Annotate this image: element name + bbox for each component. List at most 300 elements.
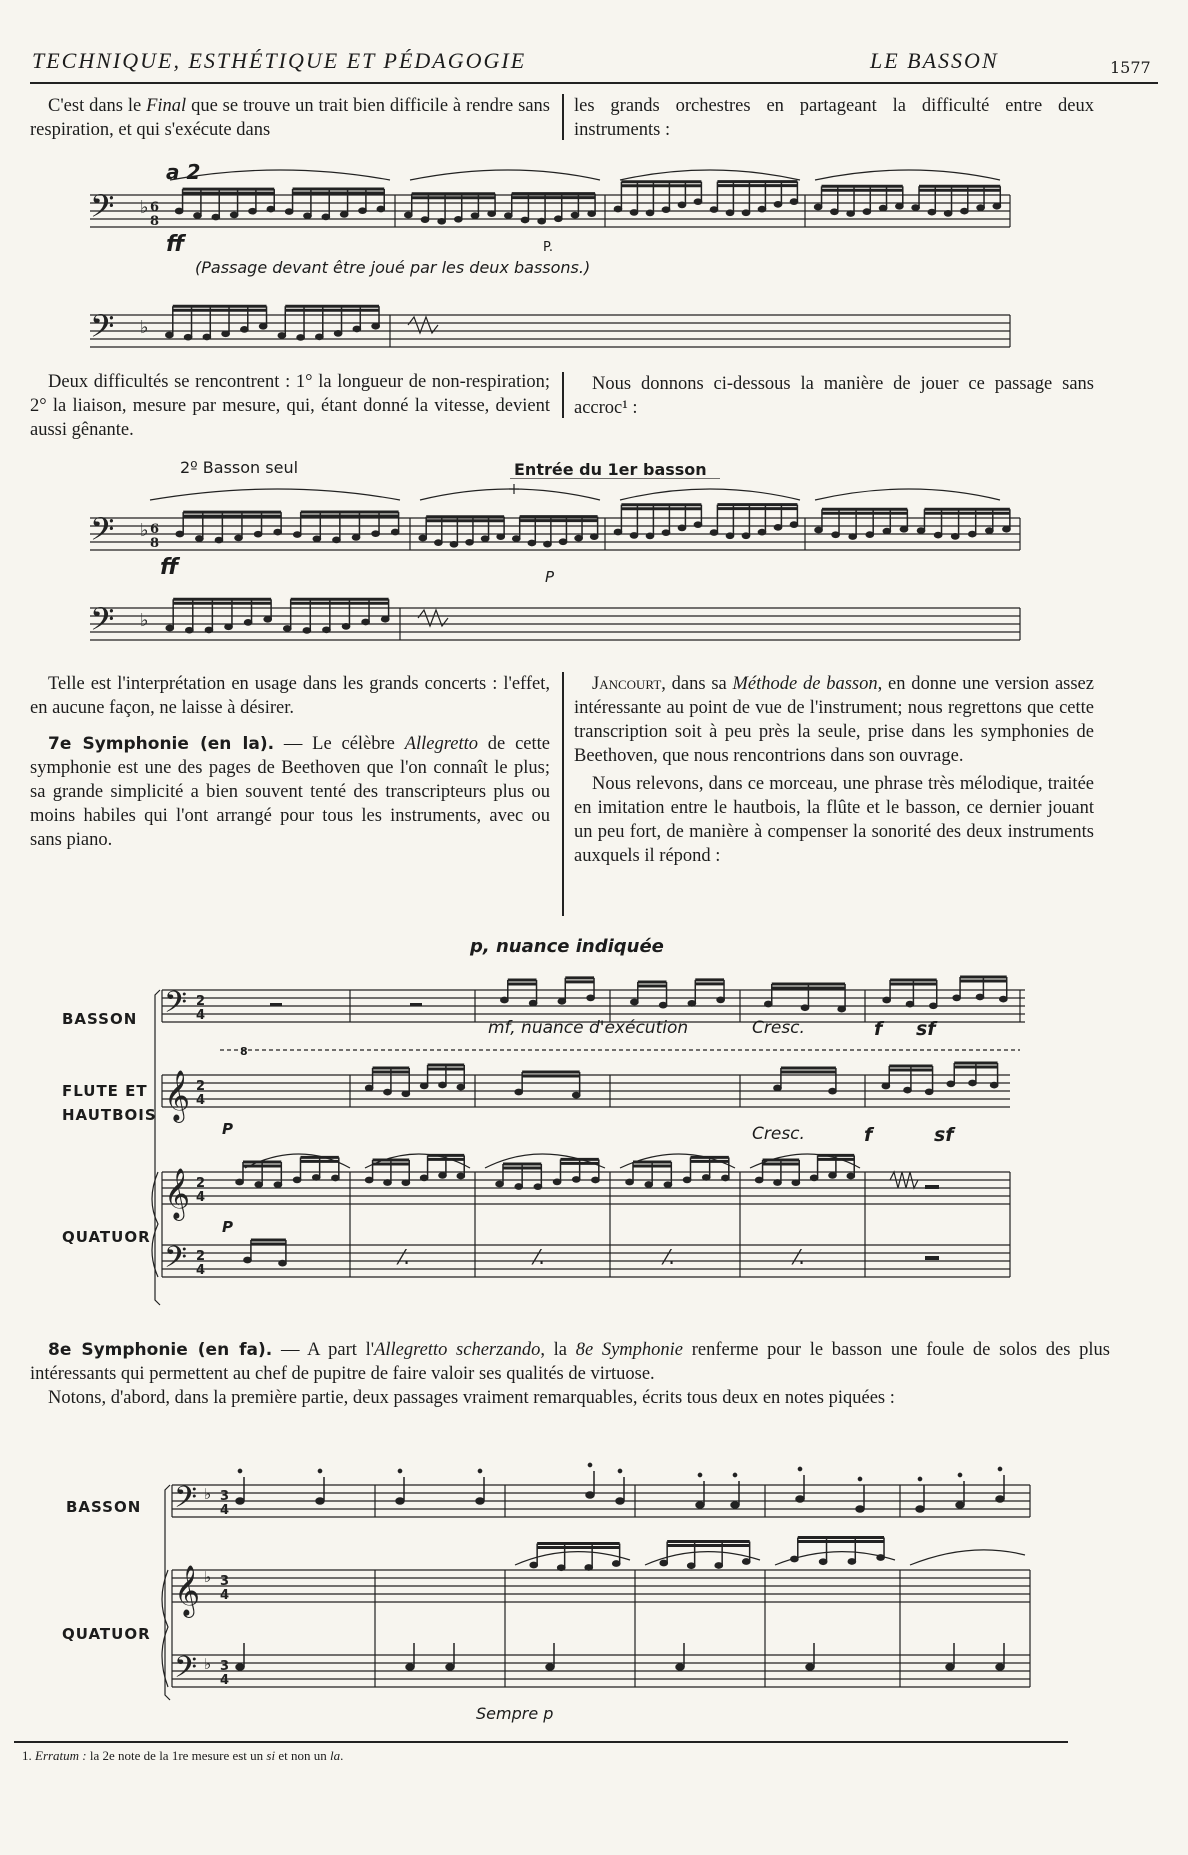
para4: 8e Symphonie (en fa). — A part l'Allegretto scherzando, la 8e Symphonie renferme pour le basson une foule de solos des plus intéressants qui permettent au chef de pupitre de faire valoir ses qualités de virtuose. Notons, d'abord, dans la première partie, deux passages vraiment remarquables, écrits tous deux en notes piquées : [30,1340,1110,1408]
note-head [439,1082,446,1087]
note-head [341,212,348,217]
note-head [683,1177,690,1182]
note-head [421,1175,428,1180]
note-head [274,530,281,535]
svg-text:⁄.: ⁄. [795,1245,805,1269]
note-head [482,536,489,541]
note-head [900,527,907,532]
staccato-dot [318,1469,321,1472]
note-head [863,209,870,214]
note-head [293,1177,300,1182]
note-head [359,208,366,213]
top-marking: p, nuance indiquée [470,936,664,957]
note-head [976,994,983,999]
note-head [402,1091,409,1096]
under-marking: mf, nuance d'exécution [488,1018,689,1038]
note-head [947,1081,954,1086]
note-head [883,529,890,534]
note-head [792,1180,799,1185]
staccato-dot [588,1463,591,1466]
para3-right: Jancourt, dans sa Méthode de basson, en donne une version assez intéressante au point de vue de l'instrument; nous regrettons que cette transcription soit à peu près la seule, prise dans les symphonies de Beethoven, que nous rencontrions dans son ouvrage. Nous relevons, dans ce morceau, une phrase très mélodique, traitée en imitation entre le hautbois, la flûte et le basson, ce dernier jouant un peu fort, de manière à compenser la sonorité des deux instruments auxquels il répond : [574,674,1094,866]
svg-text:𝄢: 𝄢 [90,188,115,232]
svg-text:♭: ♭ [140,610,149,631]
music-example-4 [160,1455,1040,1715]
note-head [333,537,340,542]
note-head [906,1001,913,1006]
dynamic-sf: sf [916,1018,936,1040]
note-head [382,617,389,622]
note-head [186,628,193,633]
note-head [694,522,701,527]
quatuor-label: QUATUOR [62,1625,151,1643]
svg-text:♭: ♭ [140,317,149,338]
staccato-dot [858,1477,861,1480]
note-head [588,211,595,216]
note-head [362,619,369,624]
note-head [538,219,545,224]
note-head [916,1506,924,1512]
note-head [592,1177,599,1182]
note-head [406,1664,414,1670]
dynamic-p: P. [543,240,553,255]
note-head [342,624,349,629]
note-head [614,529,621,534]
note-head [446,1664,454,1670]
note-head [614,206,621,211]
svg-text:𝄞: 𝄞 [164,1070,191,1121]
octave-mark: 8 [240,1045,248,1058]
svg-text:3: 3 [220,1659,230,1674]
note-head [553,1179,560,1184]
svg-text:4: 4 [196,1190,206,1205]
music-example-3 [150,960,1040,1320]
running-title: TECHNIQUE, ESTHÉTIQUE ET PÉDAGOGIE [32,48,527,73]
note-head [279,1261,286,1266]
note-head [521,217,528,222]
note-head [585,1565,592,1570]
note-head [811,1175,818,1180]
note-head [196,536,203,541]
note-head [926,1089,933,1094]
note-head [717,997,724,1002]
svg-text:⁄.: ⁄. [400,1245,410,1269]
staccato-dot [238,1469,241,1472]
dynamic-p: P [222,1218,233,1236]
note-head [419,535,426,540]
note-head [688,1001,695,1006]
note-head [710,207,717,212]
note-head [645,1182,652,1187]
note-head [466,540,473,545]
note-head [274,1182,281,1187]
staccato-dot [918,1477,921,1480]
sempre-p: Sempre p [476,1704,554,1723]
first-bassoon-entry-label: Entrée du 1er basson [514,460,707,479]
note-head [765,1001,772,1006]
note-head [544,542,551,547]
note-head [742,210,749,215]
note-head [225,624,232,629]
note-head [996,1496,1004,1502]
note-head [961,209,968,214]
note-head [847,1173,854,1178]
svg-text:2: 2 [196,1176,206,1191]
footnote-rule [14,1741,1068,1743]
note-head [377,206,384,211]
quatuor-label: QUATUOR [62,1228,151,1246]
note-head [313,1175,320,1180]
note-head [267,207,274,212]
example-caption: (Passage devant être joué par les deux bassons.) [195,258,591,277]
note-head [986,528,993,533]
note-head [928,209,935,214]
note-head [352,535,359,540]
svg-text:⁄.: ⁄. [665,1245,675,1269]
note-head [952,534,959,539]
cresc-flute: Cresc. [752,1124,805,1144]
note-head [303,628,310,633]
column-rule [562,672,564,916]
note-head [688,1563,695,1568]
note-head [255,532,262,537]
column-rule [562,94,564,140]
note-head [316,1498,324,1504]
note-head [630,210,637,215]
note-head [696,1502,704,1508]
dynamic-f: f [874,1018,883,1040]
note-head [316,334,323,339]
note-head [575,536,582,541]
note-head [245,620,252,625]
note-head [796,1496,804,1502]
note-head [558,1565,565,1570]
note-head [676,1664,684,1670]
note-head [703,1175,710,1180]
note-head [515,1089,522,1094]
dynamic-f: f [864,1124,873,1146]
note-head [722,1175,729,1180]
svg-text:𝄢: 𝄢 [174,1481,198,1522]
note-head [176,531,183,536]
note-head [505,213,512,218]
page-number: 1577 [1110,58,1151,77]
note-head [829,1173,836,1178]
note-head [945,211,952,216]
note-head [883,997,890,1002]
note-head [829,1089,836,1094]
note-head [353,326,360,331]
note-head [806,1664,814,1670]
svg-text:2: 2 [196,994,206,1009]
note-head [455,217,462,222]
note-head [756,1177,763,1182]
note-head [573,1177,580,1182]
note-head [791,1556,798,1561]
dynamic-p: P [222,1120,233,1138]
svg-text:♭: ♭ [204,1485,212,1503]
note-head [236,1664,244,1670]
staccato-dot [798,1467,801,1470]
intro-left: C'est dans le Final que se trouve un trait bien difficile à rendre sans respiration, et qui s'exécute dans [30,96,550,140]
note-head [215,537,222,542]
note-head [678,202,685,207]
note-head [194,213,201,218]
para3-left: Telle est l'interprétation en usage dans les grands concerts : l'effet, en aucune façon, ne laisse à désirer. 7e Symphonie (en la). — Le célèbre Allegretto de cette symphonie est une des pages de Beethoven que l'on connaît le plus; sa grande simplicité a bien souvent tenté des transcripteurs plus ou moins habiles qui l'ont arrangé pour tous les instruments, avec ou sans piano. [30,674,550,850]
note-head [255,1182,262,1187]
note-head [956,1502,964,1508]
note-head [335,331,342,336]
svg-text:4: 4 [220,1588,230,1603]
note-head [774,202,781,207]
note-head [471,213,478,218]
note-head [991,1082,998,1087]
note-head [904,1087,911,1092]
header-rule [30,82,1158,84]
note-head [715,1563,722,1568]
note-head [405,212,412,217]
note-head [402,1180,409,1185]
note-head [866,532,873,537]
note-head [993,204,1000,209]
note-head [185,335,192,340]
para2-right: Nous donnons ci-dessous la manière de jouer ce passage sans accroc¹ : [574,374,1094,418]
note-head [662,207,669,212]
note-head [384,1180,391,1185]
note-head [260,324,267,329]
note-head [758,530,765,535]
note-head [457,1084,464,1089]
note-head [877,1555,884,1560]
note-head [591,534,598,539]
note-head [264,617,271,622]
note-head [372,324,379,329]
note-head [396,1498,404,1504]
note-head [820,1559,827,1564]
note-head [372,531,379,536]
note-head [513,536,520,541]
note-head [774,525,781,530]
svg-text:𝄢: 𝄢 [90,511,115,555]
note-head [366,1085,373,1090]
note-head [555,216,562,221]
a2-marking: a 2 [166,160,201,184]
svg-text:3: 3 [220,1574,230,1589]
note-head [488,211,495,216]
svg-text:8: 8 [150,214,160,229]
note-head [587,995,594,1000]
note-head [969,532,976,537]
note-head [244,1257,251,1262]
note-head [496,1181,503,1186]
note-head [205,627,212,632]
svg-text:♭: ♭ [140,520,149,541]
note-head [849,534,856,539]
svg-text:4: 4 [220,1673,230,1688]
note-head [534,1184,541,1189]
note-head [694,199,701,204]
staccato-dot [698,1473,701,1476]
staccato-dot [733,1473,736,1476]
note-head [758,207,765,212]
svg-text:4: 4 [196,1008,206,1023]
note-head [969,1080,976,1085]
staccato-dot [478,1469,481,1472]
note-head [366,1177,373,1182]
note-head [953,995,960,1000]
note-head [662,530,669,535]
note-head [710,530,717,535]
note-head [313,536,320,541]
note-head [166,332,173,337]
note-head [476,1498,484,1504]
note-head [613,1561,620,1566]
note-head [790,522,797,527]
note-head [421,217,428,222]
dynamic-ff: ff [160,555,179,580]
note-head [912,205,919,210]
svg-text:4: 4 [220,1503,230,1518]
basson-label: BASSON [66,1498,142,1516]
svg-text:𝄞: 𝄞 [164,1168,191,1219]
note-head [616,1498,624,1504]
note-head [678,525,685,530]
note-head [421,1083,428,1088]
note-head [856,1506,864,1512]
para2-left: Deux difficultés se rencontrent : 1° la longueur de non-respiration; 2° la liaison, mesure par mesure, qui, étant donné la vitesse, devient aussi gênante. [30,372,550,440]
note-head [815,204,822,209]
svg-text:4: 4 [196,1093,206,1108]
note-head [996,1664,1004,1670]
note-head [573,1093,580,1098]
note-head [917,528,924,533]
svg-text:6: 6 [150,522,160,537]
note-head [323,627,330,632]
note-head [278,333,285,338]
note-head [946,1664,954,1670]
note-head [977,205,984,210]
note-head [660,1560,667,1565]
note-head [322,214,329,219]
column-rule [562,372,564,418]
note-head [284,626,291,631]
note-head [742,533,749,538]
staccato-dot [998,1467,1001,1470]
svg-text:𝄢: 𝄢 [90,601,115,645]
note-head [546,1664,554,1670]
note-head [530,1562,537,1567]
hautbois-label: HAUTBOIS [62,1106,157,1124]
svg-text:♭: ♭ [204,1568,212,1586]
note-head [528,540,535,545]
footnote: 1. Erratum : la 2e note de la 1re mesure est un si et non un la. [22,1748,344,1763]
note-head [212,214,219,219]
note-head [726,210,733,215]
note-head [235,535,242,540]
svg-text:𝄢: 𝄢 [174,1651,198,1692]
note-head [304,213,311,218]
note-head [930,1003,937,1008]
svg-text:𝄢: 𝄢 [164,1241,188,1282]
dynamic-p: P [545,568,555,586]
cresc-basson: Cresc. [752,1018,805,1038]
note-head [439,1173,446,1178]
note-head [731,1502,739,1508]
svg-text:2: 2 [196,1249,206,1264]
note-head [236,1179,243,1184]
svg-text:2: 2 [196,1079,206,1094]
note-head [332,1175,339,1180]
note-head [726,533,733,538]
note-head [815,527,822,532]
note-head [241,327,248,332]
note-head [1000,996,1007,1001]
note-head [559,539,566,544]
note-head [880,206,887,211]
note-head [664,1182,671,1187]
note-head [457,1173,464,1178]
note-head [1003,527,1010,532]
note-head [832,532,839,537]
note-head [501,997,508,1002]
svg-text:4: 4 [196,1263,206,1278]
note-head [222,331,229,336]
svg-text:♭: ♭ [204,1655,212,1673]
dynamic-sf: sf [934,1124,954,1146]
note-head [392,529,399,534]
note-head [626,1179,633,1184]
svg-text:𝄢: 𝄢 [164,986,188,1027]
note-head [935,532,942,537]
note-head [630,533,637,538]
dynamic-ff: ff [166,232,185,257]
intro-right: les grands orchestres en partageant la difficulté entre deux instruments : [574,96,1094,140]
note-head [530,1001,537,1006]
staccato-dot [398,1469,401,1472]
note-head [236,1498,244,1504]
note-head [646,533,653,538]
note-head [774,1180,781,1185]
note-head [586,1492,594,1498]
note-head [646,210,653,215]
note-head [515,1184,522,1189]
note-head [801,1005,808,1010]
svg-text:𝄞: 𝄞 [174,1565,201,1616]
basson-label: BASSON [62,1010,138,1028]
note-head [231,212,238,217]
svg-text:𝄢: 𝄢 [90,308,115,352]
note-head [882,1083,889,1088]
note-head [286,209,293,214]
section-title: LE BASSON [870,48,999,73]
music-example-2 [90,478,1030,658]
note-head [660,1003,667,1008]
note-head [497,534,504,539]
note-head [294,532,301,537]
note-head [176,208,183,213]
note-head [847,211,854,216]
note-head [831,209,838,214]
svg-text:♭: ♭ [140,197,149,218]
note-head [249,209,256,214]
staccato-dot [958,1473,961,1476]
staccato-dot [618,1469,621,1472]
note-head [571,213,578,218]
note-head [631,999,638,1004]
note-head [203,334,210,339]
note-head [896,204,903,209]
note-head [848,1559,855,1564]
flute-label: FLUTE ET [62,1082,148,1100]
